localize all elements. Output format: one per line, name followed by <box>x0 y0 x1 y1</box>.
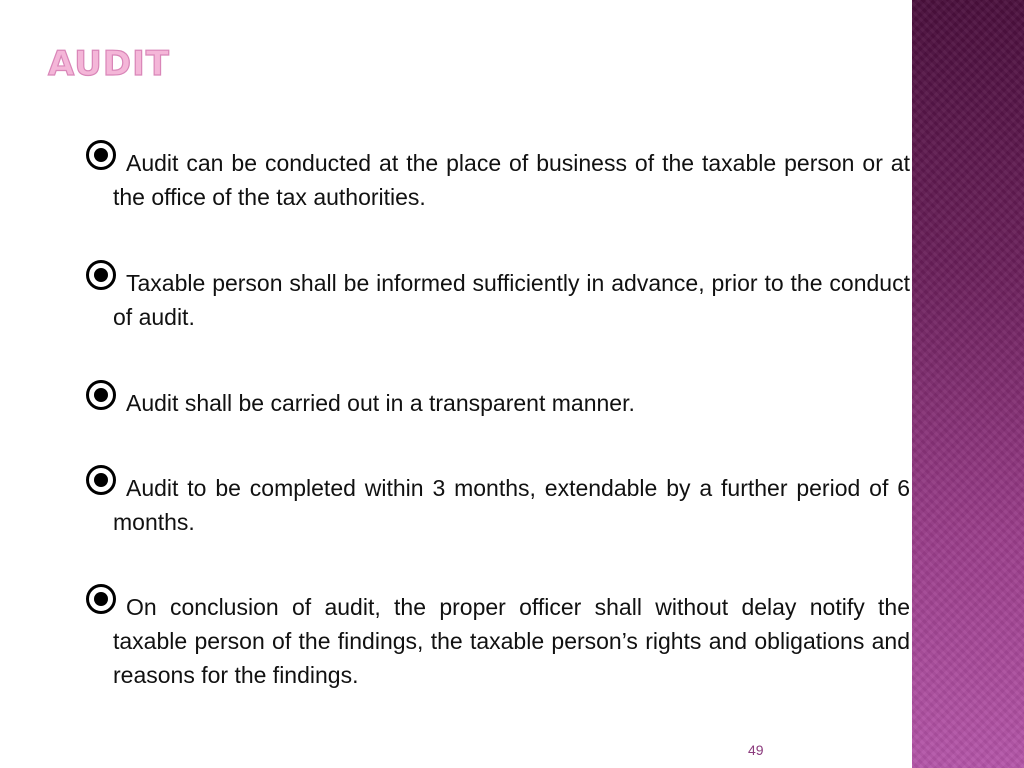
circled-dot-icon <box>86 584 116 614</box>
bullet-text: Taxable person shall be informed sufficiently in advance, prior to the conduct of audit. <box>113 270 910 330</box>
circled-dot-icon <box>86 380 116 410</box>
bullet-item <box>84 590 910 700</box>
bullet-item <box>84 386 910 471</box>
circled-dot-icon <box>86 140 116 170</box>
bullet-item <box>84 266 910 386</box>
circled-dot-icon <box>86 260 116 290</box>
bullet-item <box>84 471 910 590</box>
bullet-list <box>84 146 910 700</box>
bullet-text: Audit to be completed within 3 months, extendable by a further period of 6 months. <box>113 475 910 535</box>
bullet-text: On conclusion of audit, the proper officer shall without delay notify the taxable person of the findings, the taxable person’s rights and obligations and reasons for the findings. <box>113 594 910 688</box>
circled-dot-icon <box>86 465 116 495</box>
bullet-item <box>84 146 910 266</box>
decorative-side-band <box>912 0 1024 768</box>
slide-title: AUDIT <box>48 44 170 84</box>
bullet-text: Audit shall be carried out in a transparent manner. <box>126 390 635 416</box>
page-number: 49 <box>748 742 764 758</box>
bullet-text: Audit can be conducted at the place of business of the taxable person or at the office of the tax authorities. <box>113 150 910 210</box>
